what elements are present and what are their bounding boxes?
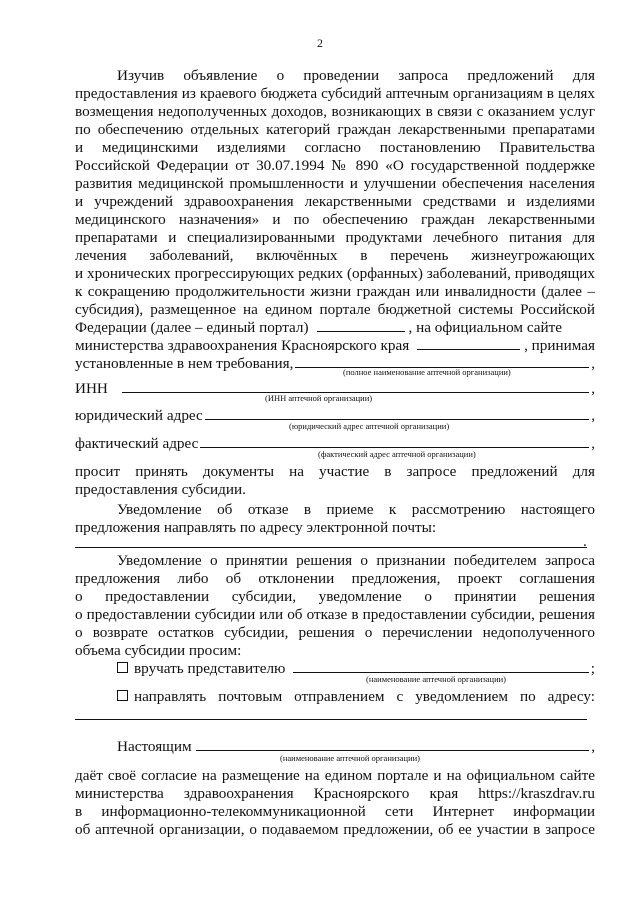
- consent-line: министерства здравоохранения Красноярского края https://kraszdrav.ru: [75, 785, 595, 802]
- paragraph-line: препаратами и специализированными продуктами лечебного питания для: [75, 229, 595, 246]
- paragraph-line: развития медицинской промышленности и улучшении обеспечения населения: [75, 175, 595, 192]
- paragraph-line: возмещения недополученных доходов, возникающих в связи с оказанием услуг: [75, 103, 595, 120]
- request-line: предоставления субсидии.: [75, 481, 246, 498]
- portal-line-start: Федерации (далее – единый портал): [75, 319, 309, 336]
- decision-line: предложения либо об отклонении предложения, проект соглашения: [75, 570, 595, 587]
- legal-address-field[interactable]: [205, 407, 589, 420]
- option-mail-label: направлять почтовым отправлением с уведомлением по адресу:: [134, 688, 595, 705]
- legal-address-end: ,: [591, 407, 595, 424]
- legal-address-caption: (юридический адрес аптечной организации): [289, 421, 450, 431]
- actual-address-label: фактический адрес: [75, 435, 199, 452]
- hereby-caption: (наименование аптечной организации): [280, 753, 421, 763]
- decision-line: о предоставлении субсидии, уведомление о принятии решения: [75, 588, 595, 605]
- inn-end: ,: [591, 380, 595, 397]
- org-name-caption: (полное наименование аптечной организации): [343, 367, 511, 377]
- paragraph-line: Изучив объявление о проведении запроса предложений для: [117, 67, 595, 84]
- paragraph-line: лечения заболеваний, включённых в перечень жизнеугрожающих: [75, 247, 595, 264]
- paragraph-line: к сокращению продолжительности жизни граждан или инвалидности (далее –: [75, 283, 595, 300]
- option-mail-checkbox[interactable]: [117, 690, 128, 701]
- ministry-line: [75, 337, 595, 354]
- consent-line: в информационно-телекоммуникационной сети Интернет информации: [75, 803, 595, 820]
- refusal-line: Уведомление об отказе в приеме к рассмотрению настоящего: [117, 501, 595, 518]
- requirements-line: [75, 355, 595, 372]
- paragraph-line: и учреждений здравоохранения лекарственными средствами и изделиями: [75, 193, 595, 210]
- decision-line: объема субсидии просим:: [75, 642, 242, 659]
- email-end: .: [583, 533, 587, 550]
- hereby-end: ,: [591, 738, 595, 755]
- ministry-line-end: , принимая: [524, 337, 595, 354]
- page-number: 2: [317, 36, 323, 50]
- email-field[interactable]: [75, 547, 587, 548]
- refusal-line: предложения направлять по адресу электронной почты:: [75, 519, 437, 536]
- option-hand-end: ;: [590, 660, 595, 677]
- actual-address-caption: (фактический адрес аптечной организации): [318, 449, 476, 459]
- ministry-date-field[interactable]: [417, 337, 520, 350]
- paragraph-line: и медицинскими изделиями согласно постановлению Правительства: [75, 139, 595, 156]
- option-mail-line: [75, 688, 595, 705]
- request-line: просит принять документы на участие в запросе предложений для: [75, 463, 595, 480]
- representative-caption: (наименование аптечной организации): [366, 674, 507, 684]
- portal-line: [75, 319, 595, 336]
- ministry-line-start: министерства здравоохранения Красноярского края: [75, 337, 410, 354]
- actual-address-field[interactable]: [200, 435, 589, 448]
- hereby-label: Настоящим: [117, 738, 192, 755]
- postal-address-field[interactable]: [75, 719, 587, 720]
- inn-label: ИНН: [75, 380, 108, 397]
- requirements-line-end: ,: [591, 355, 595, 372]
- hereby-org-field[interactable]: [196, 738, 590, 751]
- decision-line: о возврате остатков субсидии, решения о перечислении недополученного: [75, 624, 595, 641]
- representative-field[interactable]: [293, 660, 588, 673]
- paragraph-line: по обеспечению отдельных категорий граждан лекарственными препаратами: [75, 121, 595, 138]
- portal-date-field[interactable]: [317, 319, 405, 332]
- actual-address-end: ,: [591, 435, 595, 452]
- requirements-line-start: установленные в нем требования,: [75, 355, 294, 372]
- paragraph-line: Российской Федерации от 30.07.1994 № 890 «О государственной поддержке: [75, 157, 595, 174]
- consent-line: даёт своё согласие на размещение на едином портале и на официальном сайте: [75, 767, 595, 784]
- paragraph-line: и хронических прогрессирующих редких (орфанных) заболеваний, приводящих: [75, 265, 595, 282]
- consent-line: об аптечной организации, о подаваемом предложении, об ее участии в запросе: [75, 821, 595, 838]
- option-hand-checkbox[interactable]: [117, 662, 128, 673]
- decision-line: Уведомление о принятии решения о признании победителем запроса: [117, 552, 595, 569]
- option-hand-line: [75, 660, 595, 677]
- paragraph-line: субсидия), размещенное на едином портале бюджетной системы Российской: [75, 301, 595, 318]
- paragraph-line: предоставления из краевого бюджета субсидий аптечным организациям в целях: [75, 85, 595, 102]
- inn-caption: (ИНН аптечной организации): [265, 393, 373, 403]
- portal-line-end: , на официальном сайте: [408, 319, 563, 336]
- paragraph-line: медицинского назначения» и по обеспечению граждан лекарственными: [75, 211, 595, 228]
- inn-field[interactable]: [122, 380, 589, 393]
- option-hand-label: вручать представителю: [134, 660, 286, 677]
- legal-address-label: юридический адрес: [75, 407, 203, 424]
- decision-line: о предоставлении субсидии или об отказе в предоставлении субсидии, решения: [75, 606, 595, 623]
